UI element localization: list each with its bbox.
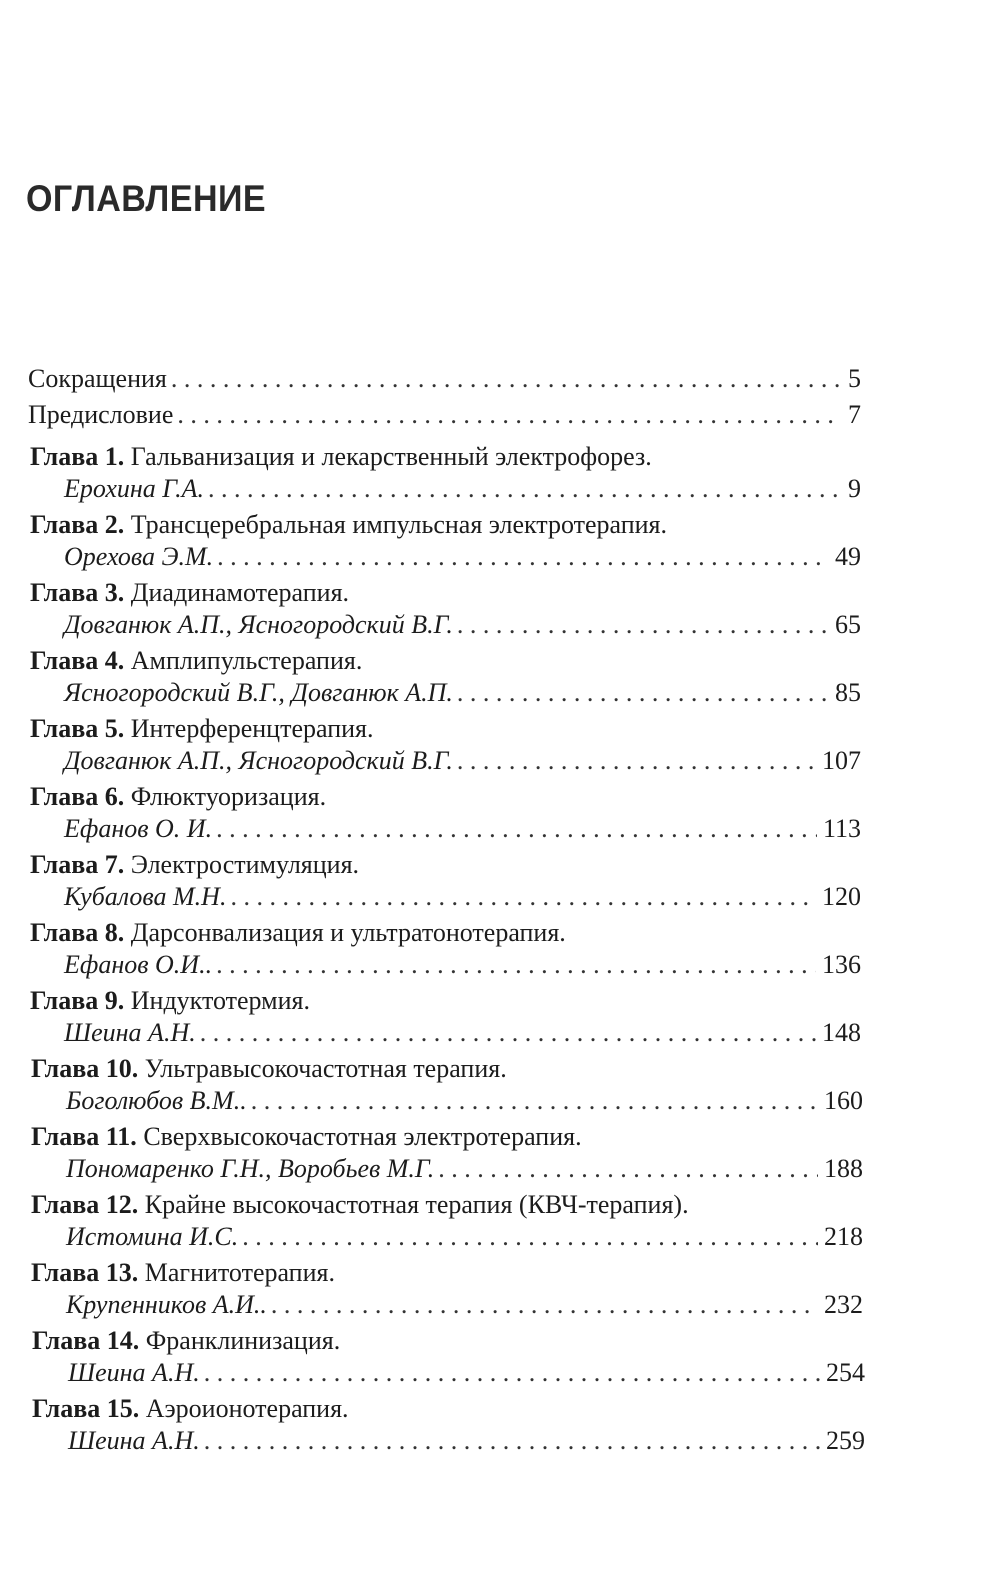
chapter-author: Ясногородский В.Г., Довганюк А.П. xyxy=(64,678,453,707)
chapter-line xyxy=(31,1189,689,1221)
page-number: 65 xyxy=(835,610,861,639)
author-line xyxy=(64,949,861,981)
dot-leader xyxy=(217,541,829,573)
chapter-line xyxy=(31,1121,582,1153)
dot-leader xyxy=(438,1153,818,1185)
author-line xyxy=(64,813,861,845)
chapter-author: Ефанов О.И.. xyxy=(64,950,213,979)
page-number: 148 xyxy=(822,1018,861,1047)
chapter-title: Франклинизация. xyxy=(145,1326,341,1355)
author-line xyxy=(68,1357,865,1389)
chapter-title: Дарсонвализация и ультратонотерапия. xyxy=(130,918,566,947)
chapter-title: Флюктуоризация. xyxy=(130,782,327,811)
chapter-author: Шеина А.Н. xyxy=(68,1426,200,1455)
author-line xyxy=(66,1289,863,1321)
chapter-title: Амплипульстерапия. xyxy=(130,646,363,675)
page-number: 107 xyxy=(822,746,861,775)
dot-leader xyxy=(171,363,842,395)
chapter-title: Диадинамотерапия. xyxy=(130,578,350,607)
chapter-line xyxy=(30,441,652,473)
author-line xyxy=(64,1017,861,1049)
chapter-author: Орехова Э.М. xyxy=(64,542,214,571)
chapter-label: Глава 12. xyxy=(31,1190,139,1219)
page-number: 160 xyxy=(824,1086,863,1115)
page-number: 188 xyxy=(824,1154,863,1183)
author-line xyxy=(68,1425,865,1457)
page-number: 113 xyxy=(822,814,861,843)
chapter-author: Крупенников А.И.. xyxy=(66,1290,267,1319)
chapter-title: Трансцеребральная импульсная электротерапия. xyxy=(130,510,668,539)
chapter-label: Глава 3. xyxy=(30,578,125,607)
page-title: ОГЛАВЛЕНИЕ xyxy=(26,178,267,219)
author-line xyxy=(64,881,861,913)
chapter-title: Крайне высокочастотная терапия (КВЧ-терапия). xyxy=(144,1190,689,1219)
entry-title: Сокращения xyxy=(28,364,167,393)
author-line xyxy=(64,609,861,641)
chapter-author: Истомина И.С. xyxy=(66,1222,239,1251)
chapter-title: Гальванизация и лекарственный электрофорез. xyxy=(130,442,652,471)
chapter-label: Глава 7. xyxy=(30,850,125,879)
page-number: 49 xyxy=(835,542,861,571)
chapter-author: Кубалова М.Н. xyxy=(64,882,227,911)
chapter-line xyxy=(30,509,667,541)
dot-leader xyxy=(457,609,829,641)
dot-leader xyxy=(208,473,842,505)
author-line xyxy=(64,745,861,777)
chapter-title: Сверхвысокочастотная электротерапия. xyxy=(143,1122,582,1151)
chapter-label: Глава 13. xyxy=(31,1258,139,1287)
chapter-title: Аэроионотерапия. xyxy=(145,1394,349,1423)
chapter-line xyxy=(30,985,310,1017)
chapter-line xyxy=(30,645,362,677)
toc-entry-front[interactable] xyxy=(28,399,861,431)
chapter-title: Ультравысокочастотная терапия. xyxy=(144,1054,507,1083)
author-line xyxy=(66,1221,863,1253)
chapter-author: Боголюбов В.М.. xyxy=(66,1086,247,1115)
chapter-title: Электростимуляция. xyxy=(130,850,360,879)
author-line xyxy=(64,541,861,573)
chapter-line xyxy=(32,1393,349,1425)
page-number: 254 xyxy=(826,1358,865,1387)
page-number: 120 xyxy=(822,882,861,911)
author-line xyxy=(64,473,861,505)
chapter-label: Глава 11. xyxy=(31,1122,137,1151)
chapter-title: Магнитотерапия. xyxy=(144,1258,335,1287)
chapter-author: Шеина А.Н. xyxy=(64,1018,196,1047)
dot-leader xyxy=(200,1017,816,1049)
page-number: 218 xyxy=(824,1222,863,1251)
author-line xyxy=(66,1153,863,1185)
chapter-label: Глава 5. xyxy=(30,714,125,743)
author-line xyxy=(66,1085,863,1117)
chapter-label: Глава 2. xyxy=(30,510,125,539)
page-number: 232 xyxy=(824,1290,863,1319)
chapter-author: Довганюк А.П., Ясногородский В.Г. xyxy=(64,610,453,639)
chapter-line xyxy=(31,1053,507,1085)
toc-entry-front[interactable] xyxy=(28,363,861,395)
page-number: 5 xyxy=(848,364,861,393)
page-number: 85 xyxy=(835,678,861,707)
chapter-title: Индуктотермия. xyxy=(130,986,310,1015)
chapter-label: Глава 4. xyxy=(30,646,125,675)
chapter-label: Глава 15. xyxy=(32,1394,140,1423)
dot-leader xyxy=(204,1357,820,1389)
chapter-label: Глава 10. xyxy=(31,1054,139,1083)
dot-leader xyxy=(271,1289,818,1321)
chapter-author: Ерохина Г.А. xyxy=(64,474,205,503)
chapter-line xyxy=(31,1257,335,1289)
chapter-label: Глава 1. xyxy=(30,442,125,471)
dot-leader xyxy=(230,881,816,913)
chapter-label: Глава 14. xyxy=(32,1326,140,1355)
page-number: 7 xyxy=(848,400,861,429)
chapter-line xyxy=(30,917,566,949)
page-number: 259 xyxy=(826,1426,865,1455)
chapter-label: Глава 8. xyxy=(30,918,125,947)
chapter-author: Пономаренко Г.Н., Воробьев М.Г. xyxy=(66,1154,435,1183)
chapter-label: Глава 9. xyxy=(30,986,125,1015)
chapter-title: Интерференцтерапия. xyxy=(130,714,374,743)
chapter-line xyxy=(30,849,359,881)
page-number: 9 xyxy=(848,474,861,503)
chapter-line xyxy=(30,781,326,813)
chapter-author: Довганюк А.П., Ясногородский В.Г. xyxy=(64,746,453,775)
chapter-line xyxy=(32,1325,340,1357)
dot-leader xyxy=(457,677,829,709)
dot-leader xyxy=(204,1425,820,1457)
chapter-line xyxy=(30,713,373,745)
author-line xyxy=(64,677,861,709)
dot-leader xyxy=(216,949,816,981)
chapter-line xyxy=(30,577,349,609)
dot-leader xyxy=(177,399,842,431)
entry-title: Предисловие xyxy=(28,400,174,429)
dot-leader xyxy=(251,1085,818,1117)
dot-leader xyxy=(457,745,816,777)
dot-leader xyxy=(216,813,817,845)
chapter-author: Ефанов О. И. xyxy=(64,814,213,843)
chapter-author: Шеина А.Н. xyxy=(68,1358,200,1387)
page-number: 136 xyxy=(822,950,861,979)
chapter-label: Глава 6. xyxy=(30,782,125,811)
dot-leader xyxy=(242,1221,818,1253)
